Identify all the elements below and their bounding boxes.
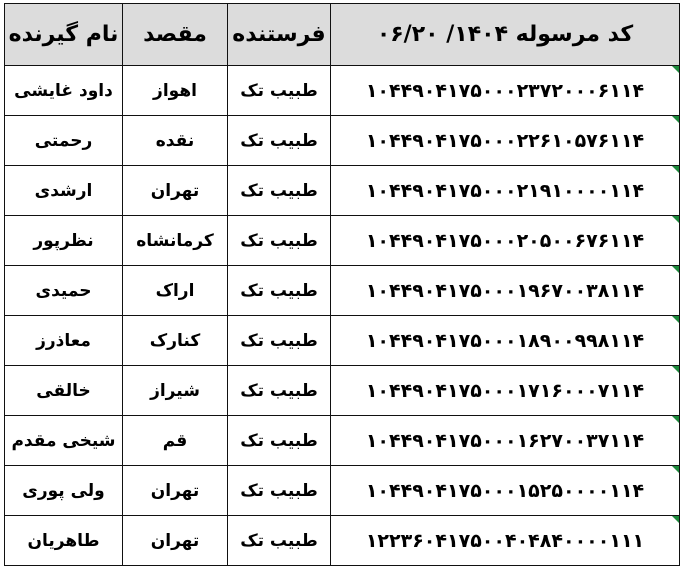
cell-code[interactable]	[331, 516, 680, 566]
cell-marker-icon	[672, 116, 679, 123]
cell-code[interactable]	[331, 466, 680, 516]
cell-marker-icon	[672, 66, 679, 73]
cell-recipient[interactable]: طاهریان	[5, 516, 123, 566]
code-text: ۱۰۴۴۹۰۴۱۷۵۰۰۰۱۷۱۶۰۰۰۷۱۱۴	[365, 379, 645, 402]
table-row	[5, 66, 680, 116]
cell-code[interactable]	[331, 316, 680, 366]
cell-sender[interactable]: طبیب تک	[228, 466, 331, 516]
header-destination[interactable]: مقصد	[123, 4, 228, 66]
table-row	[5, 366, 680, 416]
code-text: ۱۰۴۴۹۰۴۱۷۵۰۰۰۱۸۹۰۰۹۹۸۱۱۴	[365, 329, 645, 352]
cell-recipient[interactable]: رحمتی	[5, 116, 123, 166]
cell-recipient[interactable]: معاذرز	[5, 316, 123, 366]
cell-destination[interactable]: تهران	[123, 516, 228, 566]
cell-sender[interactable]: طبیب تک	[228, 66, 331, 116]
code-text: ۱۲۲۳۶۰۴۱۷۵۰۰۴۰۴۸۴۰۰۰۰۱۱۱	[365, 529, 645, 552]
table-header	[5, 4, 680, 66]
cell-sender[interactable]: طبیب تک	[228, 216, 331, 266]
cell-destination[interactable]: نقده	[123, 116, 228, 166]
cell-code[interactable]	[331, 416, 680, 466]
cell-sender[interactable]: طبیب تک	[228, 366, 331, 416]
cell-code[interactable]	[331, 266, 680, 316]
table-row	[5, 116, 680, 166]
cell-marker-icon	[672, 366, 679, 373]
cell-sender[interactable]: طبیب تک	[228, 116, 331, 166]
table-row	[5, 466, 680, 516]
cell-marker-icon	[672, 416, 679, 423]
cell-code[interactable]	[331, 116, 680, 166]
cell-sender[interactable]: طبیب تک	[228, 166, 331, 216]
cell-code[interactable]	[331, 66, 680, 116]
cell-marker-icon	[672, 316, 679, 323]
code-text: ۱۰۴۴۹۰۴۱۷۵۰۰۰۱۶۲۷۰۰۳۷۱۱۴	[365, 429, 645, 452]
cell-recipient[interactable]: حمیدی	[5, 266, 123, 316]
cell-marker-icon	[672, 516, 679, 523]
header-sender[interactable]: فرستنده	[228, 4, 331, 66]
cell-destination[interactable]: کنارک	[123, 316, 228, 366]
cell-recipient[interactable]: خالقی	[5, 366, 123, 416]
cell-marker-icon	[672, 466, 679, 473]
table-row	[5, 216, 680, 266]
cell-code[interactable]	[331, 166, 680, 216]
code-text: ۱۰۴۴۹۰۴۱۷۵۰۰۰۲۰۵۰۰۶۷۶۱۱۴	[365, 229, 645, 252]
cell-recipient[interactable]: داود غایشی	[5, 66, 123, 116]
table-body	[5, 66, 680, 566]
cell-destination[interactable]: قم	[123, 416, 228, 466]
cell-marker-icon	[672, 266, 679, 273]
cell-recipient[interactable]: شیخی مقدم	[5, 416, 123, 466]
cell-code[interactable]	[331, 216, 680, 266]
cell-recipient[interactable]: ارشدی	[5, 166, 123, 216]
table-row	[5, 266, 680, 316]
cell-destination[interactable]: تهران	[123, 466, 228, 516]
cell-destination[interactable]: کرمانشاه	[123, 216, 228, 266]
table-row	[5, 516, 680, 566]
table-row	[5, 416, 680, 466]
cell-code[interactable]	[331, 366, 680, 416]
code-text: ۱۰۴۴۹۰۴۱۷۵۰۰۰۲۳۷۲۰۰۰۶۱۱۴	[365, 79, 645, 102]
cell-destination[interactable]: تهران	[123, 166, 228, 216]
shipments-table	[4, 3, 680, 566]
header-row	[5, 4, 680, 66]
cell-marker-icon	[672, 216, 679, 223]
cell-sender[interactable]: طبیب تک	[228, 316, 331, 366]
cell-recipient[interactable]: ولی پوری	[5, 466, 123, 516]
code-text: ۱۰۴۴۹۰۴۱۷۵۰۰۰۲۱۹۱۰۰۰۰۱۱۴	[365, 179, 645, 202]
cell-sender[interactable]: طبیب تک	[228, 516, 331, 566]
cell-marker-icon	[672, 166, 679, 173]
code-text: ۱۰۴۴۹۰۴۱۷۵۰۰۰۱۵۲۵۰۰۰۰۱۱۴	[365, 479, 645, 502]
code-text: ۱۰۴۴۹۰۴۱۷۵۰۰۰۲۲۶۱۰۵۷۶۱۱۴	[365, 129, 645, 152]
cell-recipient[interactable]: نظرپور	[5, 216, 123, 266]
cell-destination[interactable]: شیراز	[123, 366, 228, 416]
table-row	[5, 166, 680, 216]
table-row	[5, 316, 680, 366]
code-text: ۱۰۴۴۹۰۴۱۷۵۰۰۰۱۹۶۷۰۰۳۸۱۱۴	[365, 279, 645, 302]
header-code[interactable]: کد مرسوله ۱۴۰۴/ ۰۶/۲۰	[331, 4, 680, 66]
cell-sender[interactable]: طبیب تک	[228, 416, 331, 466]
cell-destination[interactable]: اهواز	[123, 66, 228, 116]
header-recipient[interactable]: نام گیرنده	[5, 4, 123, 66]
cell-sender[interactable]: طبیب تک	[228, 266, 331, 316]
cell-destination[interactable]: اراک	[123, 266, 228, 316]
